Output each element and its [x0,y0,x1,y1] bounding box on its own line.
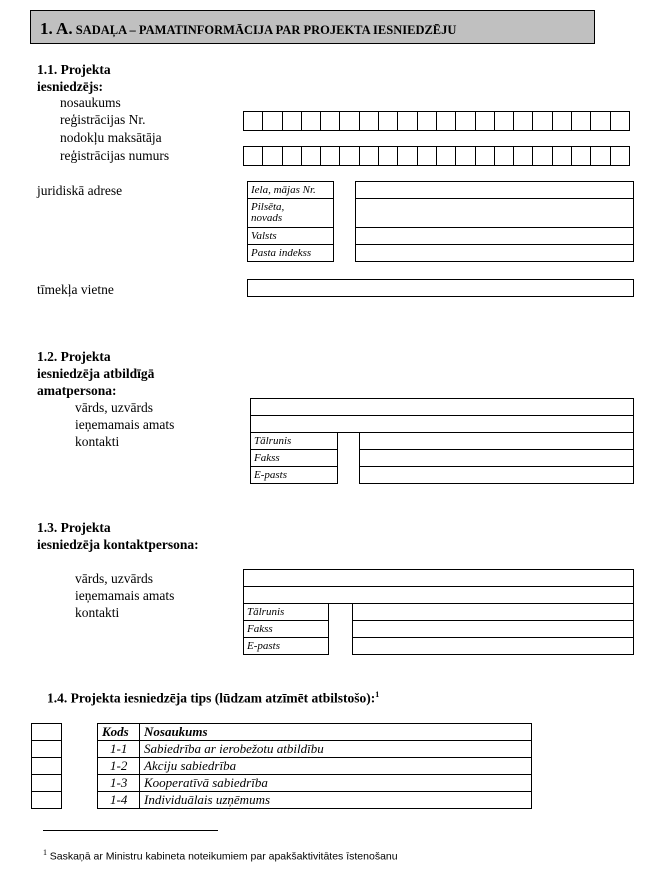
city-input[interactable] [355,198,634,228]
footnote-mark: 1 [43,848,47,857]
street-input[interactable] [355,181,634,199]
website-label: tīmekļa vietne [37,282,114,297]
s12-name-label: vārds, uzvārds [75,400,153,415]
checkbox-1-2[interactable] [31,757,62,775]
s13-heading-line1: 1.3. Projekta [37,520,111,535]
s12-position-label: ieņemamais amats [75,417,175,432]
taxnr-input-boxes[interactable] [243,146,630,166]
type-table [97,723,532,809]
row-name: Sabiedrība ar ierobežotu atbildību [140,741,532,758]
table-header-row [98,724,532,741]
city-label: Pilsēta, novads [251,201,285,224]
s12-email-label-cell [250,466,338,484]
checkbox-header-cell [31,723,62,741]
s12-heading-line2: iesniedzēja atbildīgā [37,366,155,381]
s12-fax-input[interactable] [359,449,634,467]
street-label: Iela, mājas Nr. [251,184,316,196]
s13-fax-label: Fakss [247,623,273,635]
country-label: Valsts [251,230,277,242]
s13-phone-input[interactable] [352,603,634,621]
postcode-input[interactable] [355,244,634,262]
section-number: 1. A. [40,19,73,38]
s12-fax-label: Fakss [254,452,280,464]
footnote-ref: 1 [375,690,380,699]
table-row [98,741,532,758]
s14-heading-text: 1.4. Projekta iesniedzēja tips (lūdzam atzīmēt atbilstošo): [47,690,376,706]
s11-heading-line1: 1.1. Projekta [37,62,111,77]
taxnr-label-line1: nodokļu maksātāja [60,130,162,145]
section-header [30,10,595,44]
s11-heading-line2: iesniedzējs: [37,79,103,94]
table-row [98,758,532,775]
regnr-label: reģistrācijas Nr. [60,112,146,127]
name-label: nosaukums [60,95,121,110]
footnote [43,848,398,863]
s12-name-input[interactable] [250,398,634,416]
row-code: 1-3 [98,775,140,792]
section-title [40,19,456,39]
row-code: 1-1 [98,741,140,758]
address-postcode-label-cell [247,244,334,262]
s13-email-label: E-pasts [247,640,280,652]
s12-position-input[interactable] [250,415,634,433]
s13-position-label: ieņemamais amats [75,588,175,603]
row-code: 1-2 [98,758,140,775]
s12-contacts-label: kontakti [75,434,120,449]
postcode-label: Pasta indekss [251,247,312,259]
footnote-text: Saskaņā ar Ministru kabineta noteikumiem par apakšaktivitātes īstenošanu [49,850,398,863]
s12-email-label: E-pasts [254,469,287,481]
s12-phone-input[interactable] [359,432,634,450]
s13-phone-label-cell [243,603,329,621]
checkbox-1-3[interactable] [31,774,62,792]
col-code-header: Kods [98,724,140,741]
website-input[interactable] [247,279,634,297]
s12-heading-line3: amatpersona: [37,383,117,398]
s13-fax-label-cell [243,620,329,638]
table-row [98,792,532,809]
address-label: juridiskā adrese [37,183,123,198]
s12-phone-label: Tālrunis [254,435,292,447]
s13-contacts-label: kontakti [75,605,120,620]
country-input[interactable] [355,227,634,245]
s13-email-input[interactable] [352,637,634,655]
s13-fax-input[interactable] [352,620,634,638]
s12-heading-line1: 1.2. Projekta [37,349,111,364]
s12-email-input[interactable] [359,466,634,484]
s13-position-input[interactable] [243,586,634,604]
s13-email-label-cell [243,637,329,655]
s13-name-label: vārds, uzvārds [75,571,153,586]
s13-phone-label: Tālrunis [247,606,285,618]
s13-heading-line2: iesniedzēja kontaktpersona: [37,537,199,552]
row-name: Akciju sabiedrība [140,758,532,775]
s12-fax-label-cell [250,449,338,467]
address-country-label-cell [247,227,334,245]
s14-heading [47,690,379,707]
s12-phone-label-cell [250,432,338,450]
taxnr-label-line2: reģistrācijas numurs [60,148,170,163]
s13-name-input[interactable] [243,569,634,587]
address-city-label-cell [247,198,334,228]
checkbox-1-4[interactable] [31,791,62,809]
footnote-divider [43,830,218,831]
col-name-header: Nosaukums [140,724,532,741]
checkbox-1-1[interactable] [31,740,62,758]
address-street-label-cell [247,181,334,199]
row-name: Individuālais uzņēmums [140,792,532,809]
row-name: Kooperatīvā sabiedrība [140,775,532,792]
table-row [98,775,532,792]
section-title-text: SADAĻA – PAMATINFORMĀCIJA PAR PROJEKTA IESNIEDZĒJU [75,23,457,37]
row-code: 1-4 [98,792,140,809]
regnr-input-boxes[interactable] [243,111,630,131]
